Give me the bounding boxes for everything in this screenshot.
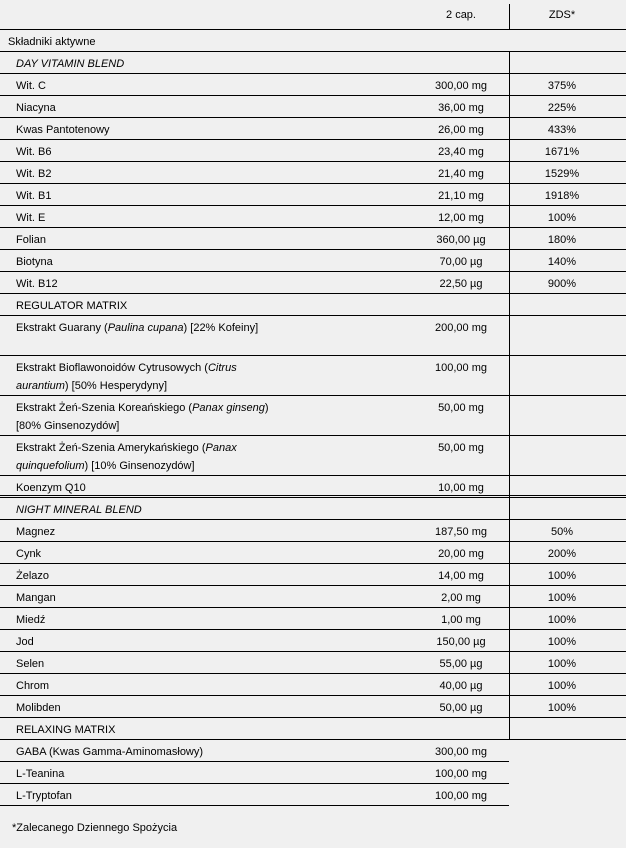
ingredient-name-part: Ekstrakt Bioflawonoidów Cytrusowych (	[16, 362, 208, 374]
active-ingredients-label: Składniki aktywne	[8, 36, 96, 48]
ingredient-amount: 300,00 mg	[435, 80, 487, 92]
ingredient-amount: 150,00 µg	[436, 636, 486, 648]
ingredient-amount: 26,00 mg	[438, 124, 484, 136]
ingredient-name: Selen	[16, 658, 45, 670]
ingredient-amount: 55,00 µg	[439, 658, 483, 670]
ingredient-name: Jod	[16, 636, 34, 648]
column-divider	[509, 652, 510, 674]
ingredient-name: Wit. B1	[16, 190, 52, 202]
column-divider	[509, 696, 510, 718]
ingredient-amount: 50,00 µg	[439, 702, 483, 714]
row-divider	[0, 495, 626, 496]
table-row	[0, 396, 626, 436]
ingredient-rda: 100%	[547, 592, 577, 604]
header-rda: ZDS*	[548, 9, 576, 21]
ingredient-amount: 10,00 mg	[438, 482, 484, 494]
ingredient-amount: 2,00 mg	[441, 592, 481, 604]
ingredient-name	[16, 439, 278, 475]
column-divider	[509, 206, 510, 228]
ingredient-amount: 21,10 mg	[438, 190, 484, 202]
ingredient-rda: 100%	[547, 702, 577, 714]
ingredient-name-part: Citrus aurantium	[16, 362, 237, 392]
ingredient-name-part: Ekstrakt Guarany (	[16, 322, 108, 334]
footnote: *Zalecanego Dziennego Spożycia	[12, 822, 178, 834]
column-divider	[509, 316, 510, 356]
column-divider	[509, 436, 510, 476]
table-row	[0, 542, 626, 564]
ingredient-rda: 1918%	[544, 190, 580, 202]
ingredient-amount: 21,40 mg	[438, 168, 484, 180]
column-divider	[509, 674, 510, 696]
ingredient-name-part: Ekstrakt Żeń-Szenia Koreańskiego (	[16, 402, 193, 414]
ingredient-name: Kwas Pantotenowy	[16, 124, 110, 136]
ingredient-rda: 100%	[547, 212, 577, 224]
ingredient-name-part: ) [50% Hesperydyny]	[64, 380, 168, 392]
ingredient-name: GABA (Kwas Gamma-Aminomasłowy)	[16, 746, 204, 758]
ingredient-name: Miedź	[16, 614, 46, 626]
ingredient-amount: 20,00 mg	[438, 548, 484, 560]
table-row	[0, 228, 626, 250]
ingredient-rda: 140%	[547, 256, 577, 268]
table-row	[0, 74, 626, 96]
table-row	[0, 316, 626, 356]
section-title: DAY VITAMIN BLEND	[16, 58, 125, 70]
column-divider	[509, 74, 510, 96]
ingredient-rda: 100%	[547, 636, 577, 648]
ingredient-amount: 100,00 mg	[435, 362, 487, 374]
ingredient-name	[16, 399, 278, 435]
ingredient-rda: 900%	[547, 278, 577, 290]
table-row	[0, 206, 626, 228]
section-title: NIGHT MINERAL BLEND	[16, 504, 142, 516]
table-row	[0, 674, 626, 696]
ingredient-name: Chrom	[16, 680, 50, 692]
column-divider	[509, 586, 510, 608]
table-row	[0, 140, 626, 162]
ingredient-name: Niacyna	[16, 102, 56, 114]
column-divider	[509, 272, 510, 294]
ingredient-amount: 50,00 mg	[438, 402, 484, 414]
table-row	[0, 608, 626, 630]
table-row	[0, 564, 626, 586]
table-row	[0, 118, 626, 140]
ingredient-name-part: ) [22% Kofeiny]	[183, 322, 259, 334]
table-row	[0, 250, 626, 272]
row-divider	[0, 805, 509, 806]
ingredient-amount: 100,00 mg	[435, 768, 487, 780]
ingredient-name-part: Panax ginseng	[192, 402, 265, 414]
column-divider	[509, 250, 510, 272]
section-title: RELAXING MATRIX	[16, 724, 116, 736]
ingredient-amount: 300,00 mg	[435, 746, 487, 758]
ingredient-amount: 100,00 mg	[435, 790, 487, 802]
table-row	[0, 652, 626, 674]
ingredient-amount: 200,00 mg	[435, 322, 487, 334]
section-title-row	[0, 718, 626, 740]
ingredient-name: Żelazo	[16, 570, 50, 582]
table-row	[0, 162, 626, 184]
section-title: REGULATOR MATRIX	[16, 300, 128, 312]
table-row	[0, 520, 626, 542]
column-divider	[509, 630, 510, 652]
ingredient-name: Biotyna	[16, 256, 53, 268]
ingredient-name	[16, 319, 278, 337]
ingredient-amount: 23,40 mg	[438, 146, 484, 158]
ingredient-name: Wit. C	[16, 80, 46, 92]
table-row	[0, 436, 626, 476]
column-divider	[509, 140, 510, 162]
ingredient-rda: 100%	[547, 570, 577, 582]
column-divider	[509, 162, 510, 184]
ingredient-name: Mangan	[16, 592, 56, 604]
column-divider	[509, 608, 510, 630]
ingredient-name	[16, 359, 278, 395]
ingredient-rda: 180%	[547, 234, 577, 246]
column-divider	[509, 520, 510, 542]
ingredient-name-part: Paulina cupana	[107, 322, 184, 334]
table-row	[0, 586, 626, 608]
column-divider	[509, 498, 510, 520]
ingredient-amount: 14,00 mg	[438, 570, 484, 582]
ingredient-rda: 1529%	[544, 168, 580, 180]
ingredient-rda: 100%	[547, 680, 577, 692]
column-divider	[509, 96, 510, 118]
section-title-row	[0, 294, 626, 316]
ingredient-name-part: ) [10% Ginsenozydów]	[84, 460, 195, 472]
table-row	[0, 96, 626, 118]
ingredient-name-part: Ekstrakt Żeń-Szenia Amerykańskiego (	[16, 442, 206, 454]
ingredient-amount: 36,00 mg	[438, 102, 484, 114]
column-divider	[509, 564, 510, 586]
column-divider	[509, 294, 510, 316]
ingredient-name: Wit. B6	[16, 146, 52, 158]
column-divider	[509, 718, 510, 740]
table-row	[0, 740, 626, 762]
ingredient-name: L-Tryptofan	[16, 790, 72, 802]
header-serving: 2 cap.	[446, 9, 476, 21]
ingredient-name-part: ) [80% Ginsenozydów]	[16, 402, 269, 432]
ingredient-rda: 375%	[547, 80, 577, 92]
ingredient-name: Wit. B2	[16, 168, 52, 180]
ingredient-amount: 22,50 µg	[439, 278, 483, 290]
column-divider	[509, 184, 510, 206]
column-divider	[509, 356, 510, 396]
table-header	[0, 0, 626, 30]
ingredient-amount: 1,00 mg	[441, 614, 481, 626]
table-row	[0, 630, 626, 652]
ingredient-amount: 50,00 mg	[438, 442, 484, 454]
ingredient-amount: 187,50 mg	[435, 526, 487, 538]
column-divider	[509, 118, 510, 140]
ingredient-name: Wit. E	[16, 212, 46, 224]
active-ingredients-row	[0, 30, 626, 52]
ingredient-amount: 360,00 µg	[436, 234, 486, 246]
ingredient-amount: 12,00 mg	[438, 212, 484, 224]
ingredient-name: L-Teanina	[16, 768, 65, 780]
ingredient-amount: 70,00 µg	[439, 256, 483, 268]
ingredient-rda: 433%	[547, 124, 577, 136]
table-row	[0, 762, 626, 784]
table-row	[0, 272, 626, 294]
ingredient-rda: 200%	[547, 548, 577, 560]
table-row	[0, 184, 626, 206]
column-divider	[509, 396, 510, 436]
ingredient-name: Cynk	[16, 548, 42, 560]
ingredient-rda: 1671%	[544, 146, 580, 158]
ingredient-name: Koenzym Q10	[16, 482, 86, 494]
ingredient-rda: 100%	[547, 658, 577, 670]
column-divider	[509, 52, 510, 74]
ingredient-name: Magnez	[16, 526, 56, 538]
ingredient-name-part: Panax quinquefolium	[16, 442, 237, 472]
column-divider	[509, 228, 510, 250]
ingredient-rda: 100%	[547, 614, 577, 626]
ingredient-rda: 225%	[547, 102, 577, 114]
table-row	[0, 784, 626, 806]
ingredient-amount: 40,00 µg	[439, 680, 483, 692]
ingredient-name: Molibden	[16, 702, 61, 714]
ingredient-rda: 50%	[550, 526, 574, 538]
section-title-row	[0, 52, 626, 74]
column-divider	[509, 542, 510, 564]
ingredient-name: Folian	[16, 234, 46, 246]
table-row	[0, 696, 626, 718]
section-title-row	[0, 498, 626, 520]
table-row	[0, 356, 626, 396]
ingredient-name: Wit. B12	[16, 278, 58, 290]
